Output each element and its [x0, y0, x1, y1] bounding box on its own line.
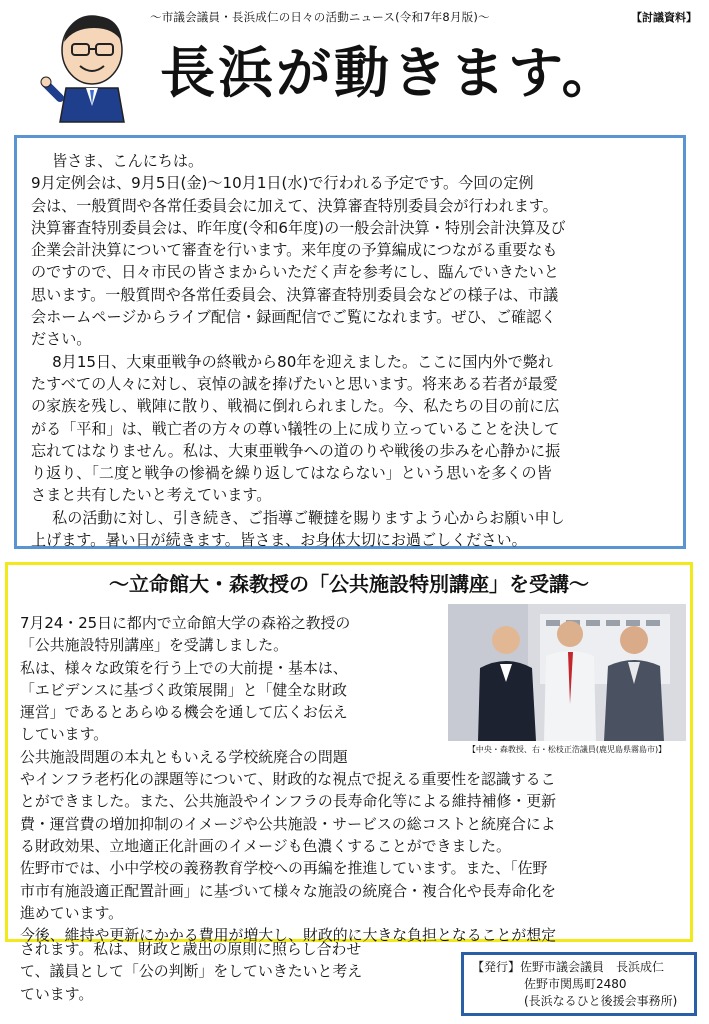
greeting-line: 会ホームページからライブ配信・録画配信でご覧になれます。ぜひ、ご確認く — [31, 308, 557, 327]
greeting-paragraph-3 — [31, 507, 671, 552]
article-line: 公共施設問題の本丸ともいえる学校統廃合の問題 — [20, 747, 348, 766]
article-line: 7月24・25日に都内で立命館大学の森裕之教授の — [20, 614, 351, 632]
greeting-line: 忘れてはなりません。私は、大東亜戦争への道のりや戦後の歩みを心静かに振 — [31, 441, 561, 460]
article-line: 進めています。 — [20, 903, 124, 922]
document-tag: 【討議資料】 — [631, 11, 697, 24]
greeting-line: 企業会計決算について審査を行います。来年度の予算編成につながる重要なも — [31, 241, 558, 260]
article-tail — [20, 938, 460, 1005]
publisher-line: 【発行】佐野市議会議員 長浜成仁 — [472, 960, 665, 974]
greeting-line: 思います。一般質問や各常任委員会、決算審査特別委員会などの様子は、市議 — [31, 285, 559, 304]
article-line: 費・運営費の増加抑制のイメージや公共施設・サービスの総コストと統廃合によ — [20, 814, 556, 833]
article-line: 今後、維持や更新にかかる費用が増大し、財政的に大きな負担となることが想定 — [20, 926, 557, 945]
headline: 長浜が動きます。 — [160, 41, 620, 105]
greeting-section — [14, 135, 686, 549]
article-line: 市市有施設適正配置計画」に基づいて様々な施設の統廃合・複合化や長寿命化を — [20, 881, 557, 900]
article-line: しています。 — [20, 725, 109, 744]
greeting-line: 皆さま、こんにちは。 — [52, 152, 204, 170]
greeting-line: り返り、「二度と戦争の惨禍を繰り返してはならない」という思いを多くの皆 — [31, 464, 552, 483]
greeting-line: がる「平和」は、戦亡者の方々の尊い犠牲の上に成り立っていることを決して — [31, 419, 560, 438]
article-line: 運営」であるとあらゆる機会を通して広くお伝え — [20, 703, 348, 722]
greeting-line: 8月15日、大東亜戦争の終戦から80年を迎えました。ここに国内外で斃れ — [52, 352, 553, 371]
publisher-box — [461, 952, 697, 1016]
greeting-line: 9月定例会は、9月5日(金)～10月1日(水)で行われる予定です。今回の定例 — [31, 174, 534, 193]
greeting-line: ださい。 — [31, 330, 92, 349]
newsletter-subtitle: ～市議会議員・長浜成仁の日々の活動ニュース(令和7年8月版)～ — [150, 10, 490, 24]
article-line: て、議員として「公の判断」をしていきたいと考え — [20, 962, 363, 981]
greeting-line: 会は、一般質問や各常任委員会に加えて、決算審査特別委員会が行われます。 — [31, 196, 558, 215]
greeting-line: のですので、日々市民の皆さまからいただく声を参考にし、臨んでいきたいと — [31, 263, 559, 282]
greeting-line: たすべての人々に対し、哀悼の誠を捧げたいと思います。将来ある若者が最愛 — [31, 374, 558, 393]
article-line: 「公共施設特別講座」を受講しました。 — [20, 636, 289, 655]
article-line: やインフラ老朽化の課題等について、財政的な視点で捉える重要性を認識するこ — [20, 770, 556, 789]
article-line: る財政効果、立地適正化計画のイメージも色濃くすることができました。 — [20, 836, 511, 855]
publisher-address: 佐野市関馬町2480 — [524, 977, 627, 991]
article-line: 佐野市では、小中学校の義務教育学校への再編を推進しています。また、「佐野 — [20, 859, 548, 878]
article-line: 「エビデンスに基づく政策展開」と「健全な財政 — [20, 680, 347, 699]
greeting-line: の家族を残し、戦陣に散り、戦禍に倒れられました。今、私たちの目の前に広 — [31, 397, 560, 416]
greeting-line: 上げます。暑い日が続きます。皆さま、お身体大切にお過ごしください。 — [31, 531, 527, 550]
greeting-paragraph-2 — [31, 351, 671, 507]
photo-caption: 【中央・森教授、右・松枝正浩議員(鹿児島県霧島市)】 — [467, 745, 667, 754]
greeting-line: さまと共有したいと考えています。 — [31, 486, 272, 505]
publisher-office: (長浜なるひと後援会事務所) — [524, 994, 678, 1008]
greeting-line: 私の活動に対し、引き続き、ご指導ご鞭撻を賜りますよう心からお願い申し — [52, 508, 565, 527]
article-line: 私は、様々な政策を行う上での大前提・基本は、 — [20, 658, 348, 677]
article-line: されます。私は、財政と歳出の原則に照らし合わせ — [20, 940, 362, 958]
article-body — [20, 612, 685, 946]
mascot-illustration — [40, 10, 140, 125]
greeting-paragraph-1 — [31, 150, 671, 351]
article-line: とができました。また、公共施設やインフラの長寿命化等による維持補修・更新 — [20, 792, 557, 811]
article-line: ています。 — [20, 984, 94, 1003]
greeting-line: 決算審査特別委員会は、昨年度(令和6年度)の一般会計決算・特別会計決算及び — [31, 218, 566, 237]
article-title: ～立命館大・森教授の「公共施設特別講座」を受講～ — [109, 572, 589, 596]
